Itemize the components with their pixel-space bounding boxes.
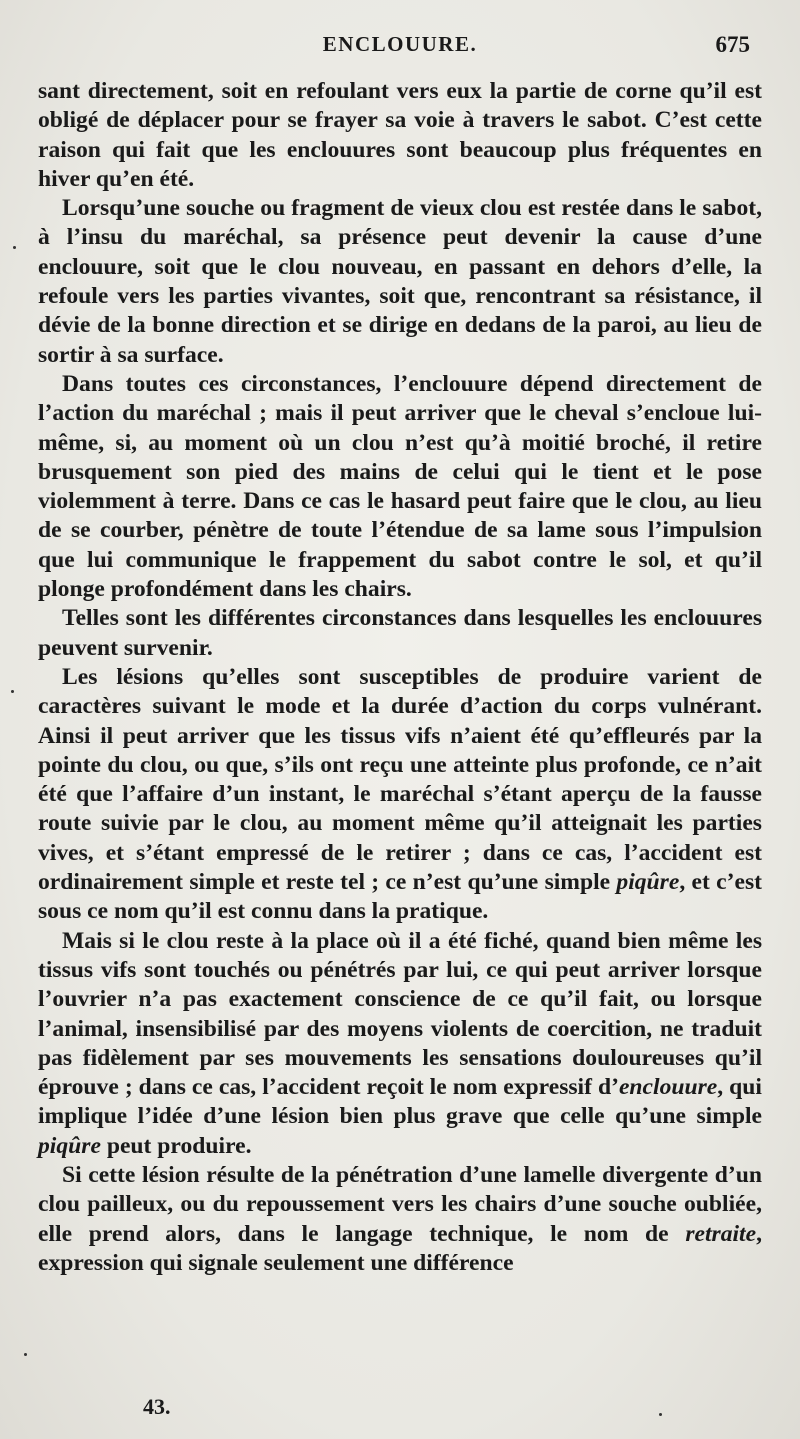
- body-text: [38, 77, 762, 1278]
- signature-mark: 43.: [143, 1394, 171, 1419]
- paragraph: [38, 663, 762, 927]
- paragraph: [38, 1161, 762, 1278]
- paragraph: [38, 77, 762, 194]
- print-speck: [659, 1413, 662, 1416]
- text-run: sant directement, soit en refoulant vers eux la partie de corne qu’il est obligé de déplacer pour se frayer sa voie à travers le sabot. C’est cette raison qui fait que les enclouures sont beaucoup plus fréquentes en hiver qu’en été.: [38, 78, 762, 192]
- print-speck: [11, 690, 14, 693]
- text-run: Telles sont les différentes circonstances dans lesquelles les enclouures peuvent survenir.: [38, 605, 762, 661]
- text-run: , et c’est sous ce nom qu’il est connu dans la pratique.: [38, 869, 762, 925]
- text-run: Si cette lésion résulte de la pénétration d’une lamelle divergente d’un clou pailleux, ou du repoussement vers les chairs d’une souche oubliée, elle prend alors, dans le langage technique, le nom de: [38, 1161, 762, 1247]
- text-run: peut produire.: [100, 1132, 252, 1159]
- text-run: Lorsqu’une souche ou fragment de vieux clou est restée dans le sabot, à l’insu du maréchal, sa présence peut devenir la cause d’une enclouure, soit que le clou nouveau, en passant en dehors d’elle, la refoule vers les parties vivantes, soit que, rencontrant sa résistance, il dévie de la bonne direction et se dirige en dedans de la paroi, au lieu de sortir à sa surface.: [38, 195, 762, 368]
- italic-term: retraite: [685, 1220, 757, 1247]
- text-run: Mais si le clou reste à la place où il a été fiché, quand bien même les tissus vifs sont touchés ou pénétrés par lui, ce qui peut arriver lorsque l’ouvrier n’a pas exactement conscience de ce qu’il fait, ou lorsque l’animal, insensibilisé par des moyens violents de coercition, ne traduit pas fidèlement par ses mouvements les sensations douloureuses qu’il éprouve ; dans ce cas, l’accident reçoit le nom expressif d’: [38, 927, 762, 1101]
- italic-term: piqûre: [38, 1132, 101, 1159]
- running-head: [38, 32, 762, 66]
- page-number: 675: [715, 32, 750, 57]
- italic-term: piqûre: [616, 869, 680, 896]
- paragraph: [38, 194, 762, 370]
- running-title: ENCLOUURE.: [322, 32, 478, 56]
- italic-term: enclouure: [618, 1074, 718, 1101]
- print-speck: [13, 246, 16, 249]
- text-run: Dans toutes ces circonstances, l’enclouure dépend directement de l’action du maréchal ; mais il peut arriver que le cheval s’encloue lui-même, si, au moment où un clou n’est qu’à moitié broché, il retire brusquement son pied des mains de celui qui le tient et le pose violemment à terre. Dans ce cas le hasard peut faire que le clou, au lieu de se courber, pénètre de toute l’étendue de sa lame sous l’impulsion que lui communique le frappement du sabot contre le sol, et qu’il plonge profondément dans les chairs.: [38, 370, 762, 603]
- text-run: , expression qui signale seulement une différence: [38, 1220, 762, 1276]
- text-run: , qui implique l’idée d’une lésion bien plus grave que celle qu’une simple: [38, 1074, 762, 1130]
- paragraph: [38, 927, 762, 1161]
- text-run: Les lésions qu’elles sont susceptibles de produire varient de caractères suivant le mode et la durée d’action du corps vulnérant. Ainsi il peut arriver que les tissus vifs n’aient été qu’effleurés par la pointe du clou, ou que, s’ils ont reçu une atteinte plus profonde, ce n’ait été que l’affaire d’un instant, le maréchal s’étant aperçu de la fausse route suivie par le clou, au moment même qu’il atteignait les parties vives, et s’étant empressé de le retirer ; dans ce cas, l’accident est ordinairement simple et reste tel ; ce n’est qu’une simple: [38, 663, 762, 896]
- paragraph: [38, 370, 762, 604]
- paragraph: [38, 604, 762, 663]
- print-speck: [24, 1353, 27, 1356]
